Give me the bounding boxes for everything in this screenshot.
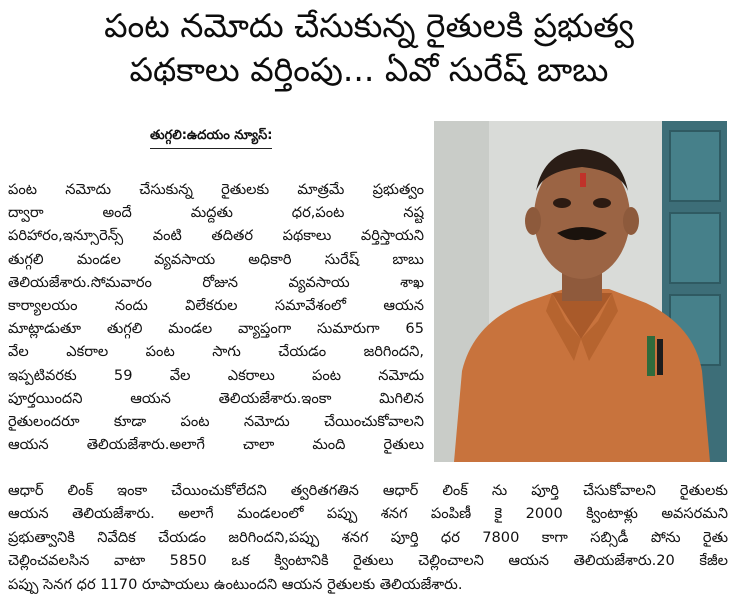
- body-line: పప్పు సెనగ ధర 1170 రూపాయలు ఉంటుందని ఆయన రైతులకు తెలియజేశారు.: [8, 575, 463, 593]
- body-line: రైతులందరూ కూడా పంట నమోదు చేయించుకోవాలని: [8, 413, 424, 431]
- body-line: ఆయన తెలియజేశారు.అలాగే చాలా మంది రైతులు: [8, 436, 424, 454]
- body-line: తుగ్గలి మండల వ్యవసాయ అధికారి సురేష్ బాబు: [8, 250, 424, 268]
- body-line: ఇప్పటివరకు 59 వేల ఎకరాలు పంట నమోదు: [8, 366, 424, 384]
- body-line: ఆధార్ లింక్ ఇంకా చేయించుకోలేదని త్వరితగతిన ఆధార్ లింక్ ను పూర్తి చేసుకోవాలని రైతులకు: [8, 482, 728, 499]
- body-line: ఆయన తెలియజేశారు. అలాగే మండలంలో పప్పు శనగ పంపిణీ కై 2000 క్వింటాళ్లు అవసరమని: [8, 505, 728, 523]
- headline-line-1: పంట నమోదు చేసుకున్న రైతులకి ప్రభుత్వ: [104, 6, 634, 45]
- body-line: తెలియజేశారు.సోమవారం రోజున వ్యవసాయ శాఖ: [8, 273, 424, 291]
- body-line: మాట్లాడుతూ తుగ్గలి మండల వ్యాప్తంగా సుమారుగా 65: [8, 320, 424, 338]
- body-line: ద్వారా అందే మద్దతు ధర,పంట నష్ట: [8, 204, 424, 222]
- body-line: పూర్తయిందని ఆయన తెలియజేశారు.ఇంకా మిగిలిన: [8, 389, 424, 407]
- body-line: చెల్లించవలసిన వాటా 5850 ఒక క్వింటానికి రైతులు చెల్లించాలని ఆయన తెలియజేశారు.20 కేజీల: [8, 552, 728, 570]
- headline: [0, 4, 738, 92]
- body-line: పరిహారం,ఇన్సూరెన్స్ వంటి తదితర పథకాలు వర్తిస్తాయని: [8, 227, 424, 245]
- agriculture-officer-photo: [434, 121, 727, 462]
- dateline: తుగ్గలి:ఉదయం న్యూస్:: [150, 128, 272, 149]
- article-body-column: [8, 178, 424, 456]
- body-line: ప్రభుత్వానికి నివేదిక చేయడం జరిగిందని,పప్పు శనగ పూర్తి ధర 7800 కాగా సబ్సిడీ పోను రైతు: [8, 528, 728, 546]
- body-line: వేల ఎకరాల పంట సాగు చేయడం జరిగిందని,: [8, 343, 424, 361]
- headline-line-2: పథకాలు వర్తింపు... ఏవో సురేష్ బాబు: [129, 50, 609, 89]
- body-line: కార్యాలయం నందు విలేకరుల సమావేశంలో ఆయన: [8, 297, 424, 315]
- body-line: పంట నమోదు చేసుకున్న రైతులకు మాత్రమే ప్రభుత్వం: [8, 181, 424, 198]
- article-body-full-width: [8, 479, 728, 596]
